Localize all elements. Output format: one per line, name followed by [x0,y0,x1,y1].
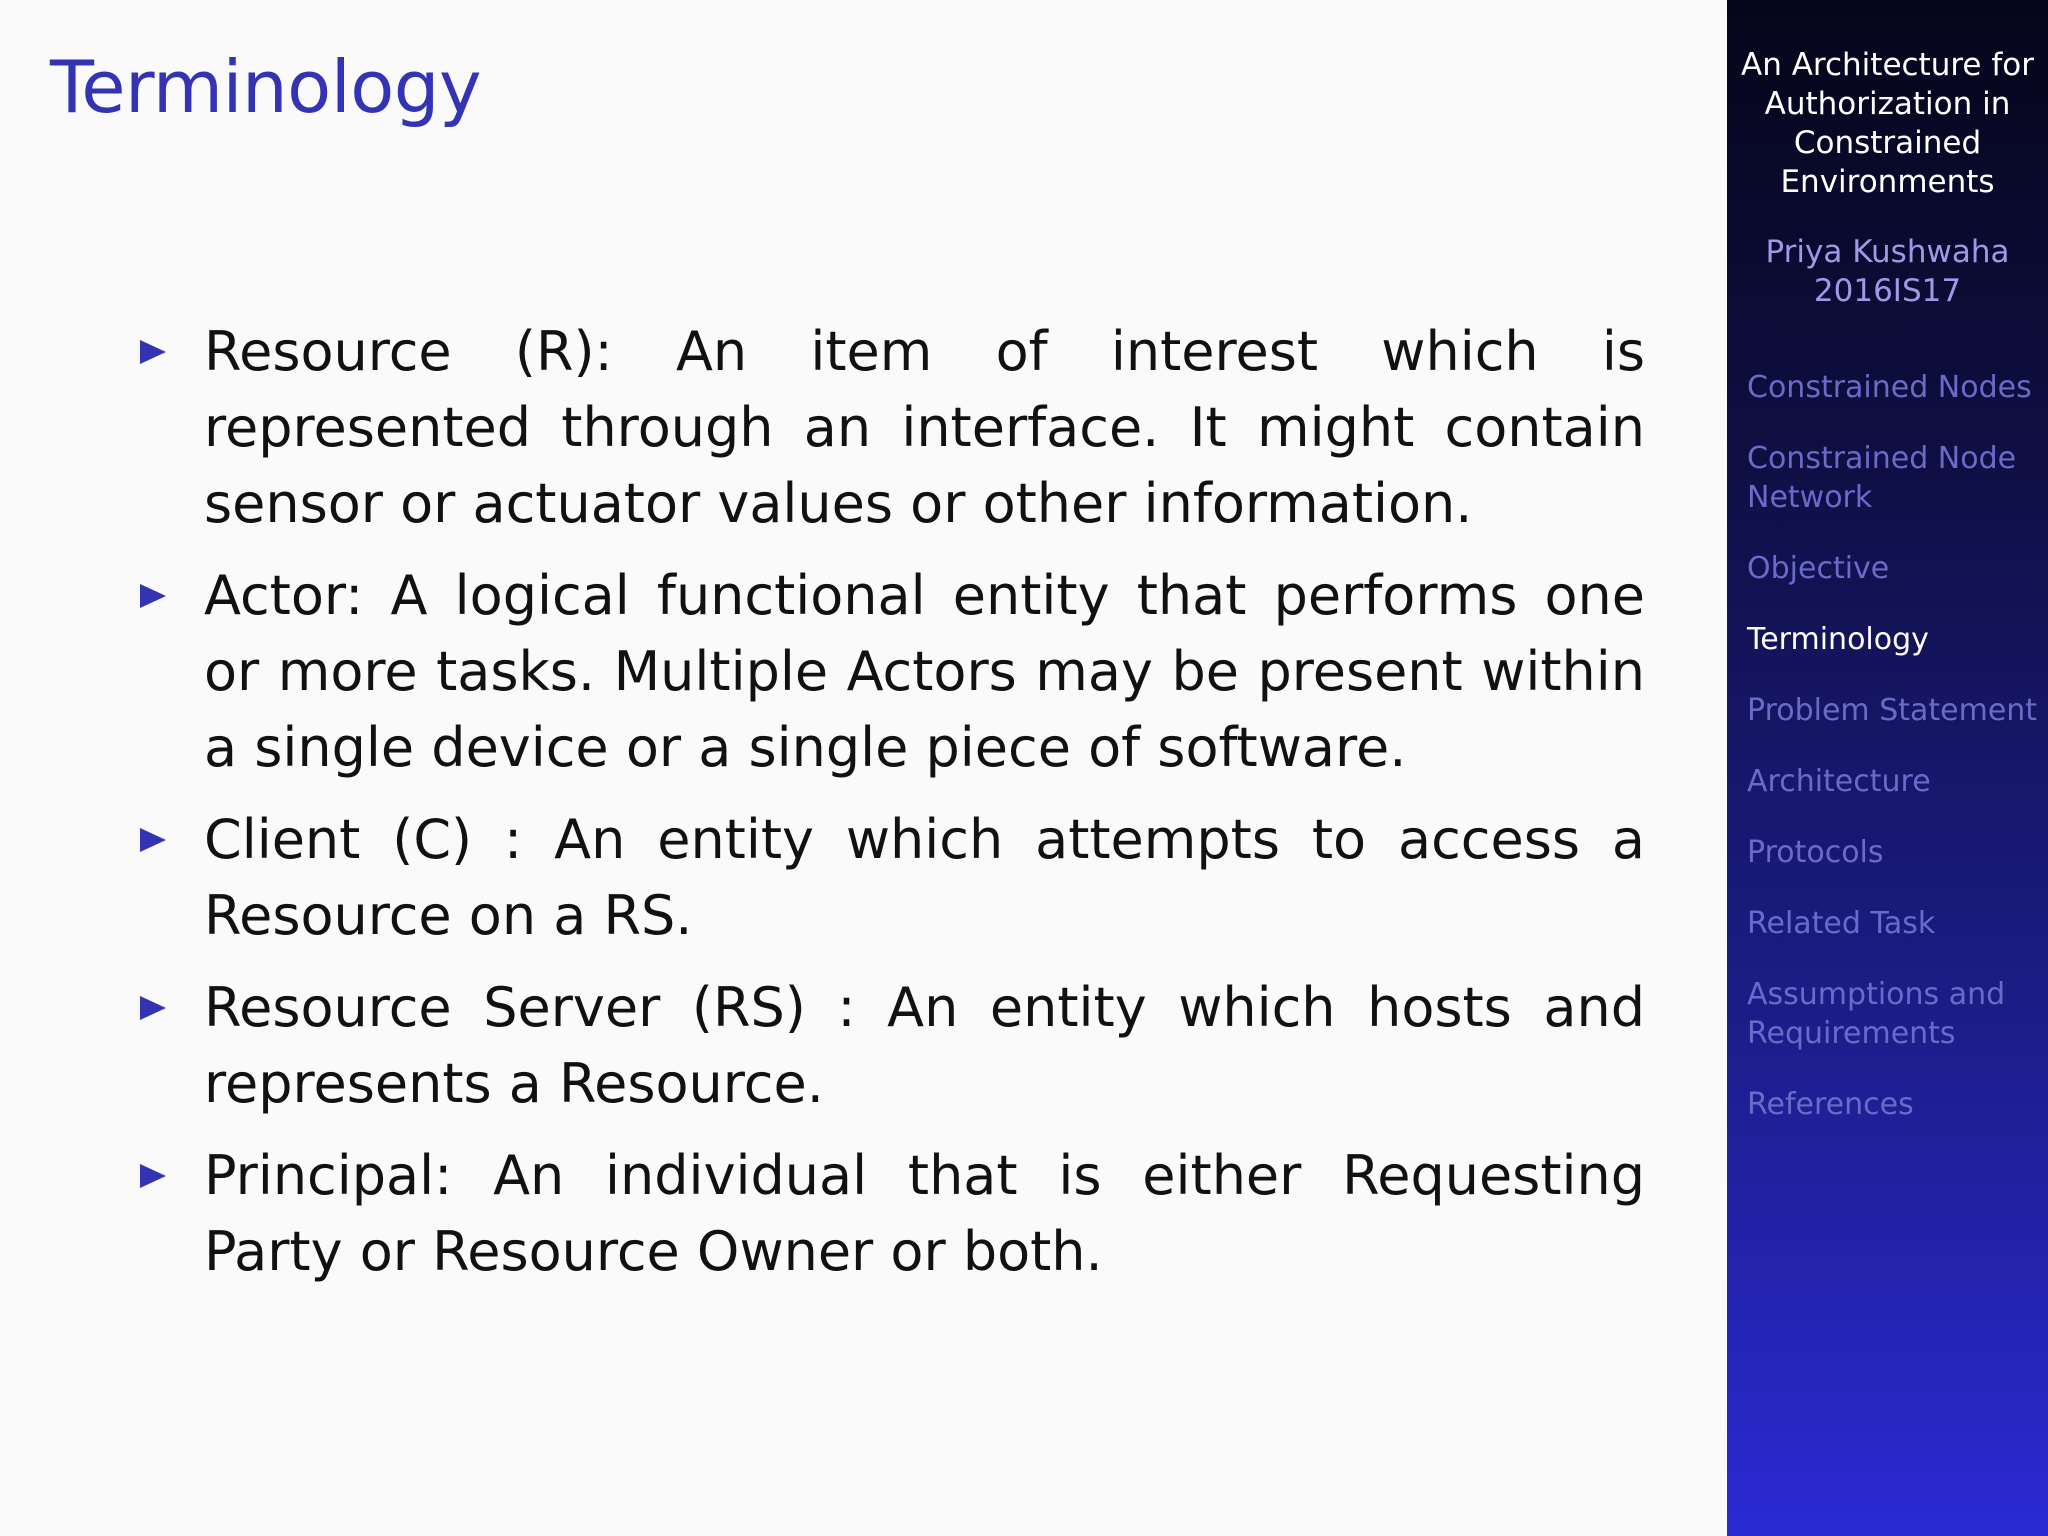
toc-item-objective[interactable]: Objective [1747,551,1890,586]
toc-item-architecture[interactable]: Architecture [1747,764,1931,799]
presentation-title[interactable]: An Architecture for Authorization in Constrained Environments [1741,47,2034,200]
toc-item-references[interactable]: References [1747,1087,1914,1122]
author-block[interactable] [1727,233,2048,311]
toc-item-protocols[interactable]: Protocols [1747,835,1884,870]
table-of-contents [1747,368,2043,1156]
bullet-list [140,314,1645,1306]
toc-item-constrained-nodes[interactable]: Constrained Nodes [1747,370,2032,405]
bullet-text: Principal: An individual that is either Requesting Party or Resource Owner or both. [204,1144,1645,1283]
bullet-item [140,1138,1645,1290]
sidebar [1727,0,2048,1536]
triangle-right-icon [140,996,166,1020]
triangle-right-icon [140,340,166,364]
bullet-item [140,802,1645,954]
triangle-right-icon [140,584,166,608]
slide-title: Terminology [50,45,482,129]
toc-item-constrained-node-network[interactable]: Constrained Node Network [1747,441,2017,515]
author-id: 2016IS17 [1813,273,1962,309]
toc-item-assumptions-and-requirements[interactable]: Assumptions and Requirements [1747,977,2006,1051]
triangle-right-icon [140,1164,166,1188]
author-name: Priya Kushwaha [1765,234,2010,270]
toc-item-related-task[interactable]: Related Task [1747,906,1936,941]
bullet-text: Client (C) : An entity which attempts to access a Resource on a RS. [204,808,1645,947]
bullet-text: Actor: A logical functional entity that performs one or more tasks. Multiple Actors may be present within a single device or a single piece of software. [204,564,1645,779]
toc-item-problem-statement[interactable]: Problem Statement [1747,693,2038,728]
triangle-right-icon [140,828,166,852]
toc-item-terminology[interactable]: Terminology [1747,622,1929,657]
bullet-item [140,314,1645,542]
bullet-text: Resource (R): An item of interest which is represented through an interface. It might contain sensor or actuator values or other information. [204,320,1645,535]
bullet-text: Resource Server (RS) : An entity which hosts and represents a Resource. [204,976,1645,1115]
bullet-item [140,558,1645,786]
bullet-item [140,970,1645,1122]
